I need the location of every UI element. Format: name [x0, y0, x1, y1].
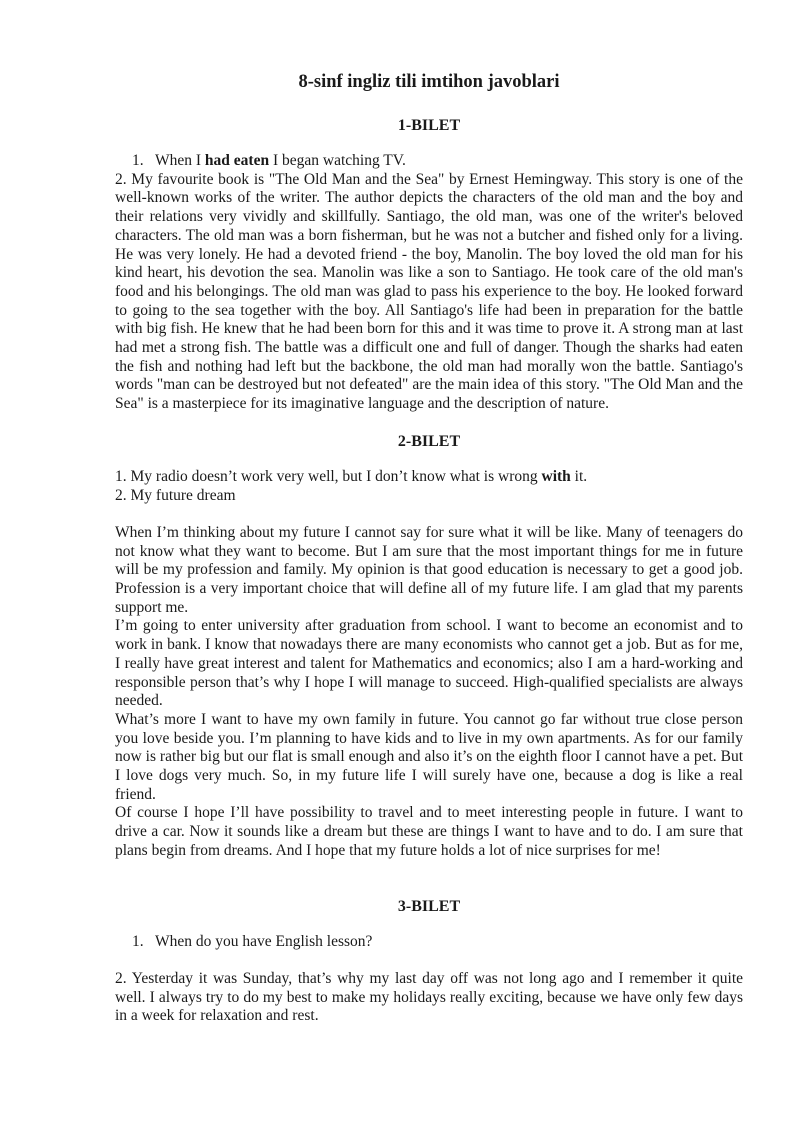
bilet-2-heading: 2-BILET [397, 432, 461, 450]
bilet-2-essay-paragraph-4: Of course I hope I’ll have possibility to travel and to meet interesting people in future. I want to drive a car. Now it sounds like a dream but these are things I want to have and to do. I am sure that plans begin from dreams. And I hope that my future holds a lot of nice surprises for me! [115, 804, 743, 859]
bilet-2-essay-paragraph-3: What’s more I want to have my own family in future. You cannot go far without true close person you love beside you. I’m planning to have kids and to live in my own apartments. As for our family now is rather big but our flat is small enough and also it’s on the eighth floor I cannot have a pet. But I love dogs very much. So, in my future life I will surely have one, because a dog is like a real friend. [115, 710, 743, 803]
bilet-1-section [115, 116, 743, 414]
bilet-3-section [115, 897, 743, 1027]
bilet-1-answer-2: 2. My favourite book is "The Old Man and the Sea" by Ernest Hemingway. This story is one of the well-known works of the writer. The author depicts the characters of the old man and the boy and their relations very vividly and skillfully. Santiago, the old man, was one of the writer's beloved characters. The old man was a born fisherman, but he was not a butcher and fished only for a living. He was very lonely. He had a devoted friend - the boy, Manolin. The boy loved the old man for his kind heart, his devotion the sea. Manolin was like a son to Santiago. He took care of the old man's food and his belongings. The old man was glad to pass his experience to the boy. He looked forward to going to the sea together with the boy. All Santiago's life had been in preparation for the battle with big fish. He knew that he had been born for this and it was time to prove it. A strong man at last had met a strong fish. The battle was a difficult one and full of danger. Though the sharks had eaten the fish and nothing had left but the backbone, the old man had morally won the battle. Santiago's words "man can be destroyed but not defeated" are the main idea of this story. "The Old Man and the Sea" is a masterpiece for its imaginative language and the description of nature. [115, 170, 743, 413]
bilet-1-heading: 1-BILET [397, 117, 461, 134]
bilet-3-answer-2: 2. Yesterday it was Sunday, that’s why my last day off was not long ago and I remember it quite well. I always try to do my best to make my holidays really exciting, because we have only few days in a week for relaxation and rest. [115, 969, 743, 1025]
bilet-2-question-1: 1. My radio doesn’t work very well, but I don’t know what is wrong with it. [115, 467, 588, 485]
bilet-3-question-1 [132, 933, 743, 952]
bilet-2-section [115, 432, 743, 861]
bilet-2-question-2: 2. My future dream [115, 486, 236, 504]
bilet-2-essay-paragraph-2: I’m going to enter university after graduation from school. I want to become an economist and to work in bank. I know that nowadays there are many economists who cannot get a job. But as for me, I really have great interest and talent for Mathematics and economics; also I am a hard-working and responsible person that’s why I hope I will manage to succeed. High-qualified specialists are always needed. [115, 617, 743, 710]
bilet-2-essay-paragraph-1: When I’m thinking about my future I cannot say for sure what it will be like. Many of teenagers do not know what they want to become. But I am sure that the most important things for me in future will be my profession and family. My opinion is that good education is necessary to get a good job. Profession is a very important choice that will define all of my future life. I am glad that my parents support me. [115, 523, 743, 616]
bilet-1-question-1-text: When I had eaten I began watching TV. [155, 152, 406, 169]
bilet-3-question-1-text: When do you have English lesson? [155, 932, 373, 950]
bold-answer-phrase: had eaten [204, 152, 270, 169]
list-number: 1. [132, 152, 144, 169]
document-title: 8-sinf ingliz tili imtihon javoblari [298, 72, 560, 92]
bold-answer-phrase: with [541, 467, 571, 485]
bilet-1-question-1 [132, 152, 743, 171]
list-number: 1. [132, 932, 144, 950]
bilet-3-heading: 3-BILET [397, 897, 461, 915]
